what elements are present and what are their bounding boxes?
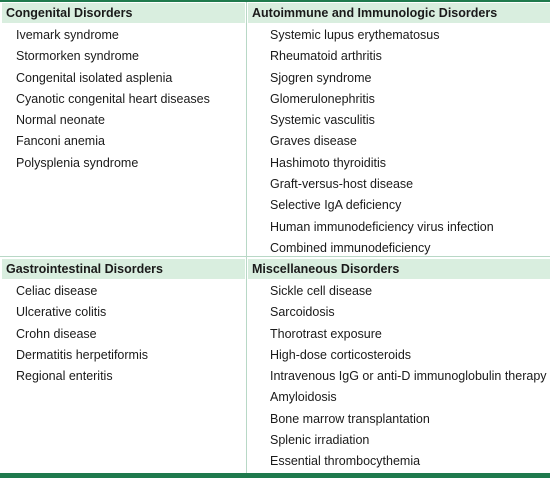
list-item: Dermatitis herpetiformis [16,347,148,362]
list-item: Sjogren syndrome [270,70,372,85]
list-item: Systemic lupus erythematosus [270,28,440,42]
list-item: Selective IgA deficiency [270,198,402,213]
section-header: Autoimmune and Immunologic Disorders [248,3,550,23]
list-item: Celiac disease [16,284,98,298]
list-item: Cyanotic congenital heart diseases [16,91,210,106]
list-item: Ulcerative colitis [16,305,107,320]
section-gastrointestinal-disorders [2,259,245,387]
list-item: Graves disease [270,134,357,149]
list-item: Fanconi anemia [16,134,105,149]
list-item: Essential thrombocythemia [270,454,421,469]
section-header: Congenital Disorders [2,3,245,23]
item-list [2,279,245,387]
list-item: Splenic irradiation [270,433,370,448]
list-item: Graft-versus-host disease [270,177,414,192]
item-list [248,23,550,259]
section-autoimmune-disorders [248,3,550,259]
list-item: Thorotrast exposure [270,326,382,341]
list-item: Polysplenia syndrome [16,155,139,170]
section-miscellaneous-disorders [248,259,550,473]
list-item: Regional enteritis [16,369,113,384]
list-item: Human immunodeficiency virus infection [270,219,494,234]
list-item: Hashimoto thyroiditis [270,155,387,170]
list-item: Stormorken syndrome [16,49,139,64]
list-item: Glomerulonephritis [270,91,375,106]
list-item: Intravenous IgG or anti-D immunoglobulin therapy [270,369,547,384]
list-item: Congenital isolated asplenia [16,70,173,85]
list-item: Sarcoidosis [270,305,335,320]
list-item: Normal neonate [16,113,105,128]
list-item: Systemic vasculitis [270,113,375,128]
list-item: Bone marrow transplantation [270,411,430,426]
table-top-rule [0,0,550,2]
list-item: Combined immunodeficiency [270,240,431,255]
list-item: Sickle cell disease [270,284,373,298]
list-item: High-dose corticosteroids [270,347,412,362]
list-item: Amyloidosis [270,390,337,405]
list-item: Crohn disease [16,326,97,341]
list-item: Ivemark syndrome [16,28,119,42]
table-bottom-rule [0,473,550,478]
section-header: Gastrointestinal Disorders [2,259,245,279]
item-list [2,23,245,174]
list-item: Rheumatoid arthritis [270,49,382,64]
column-divider [246,2,247,473]
section-header: Miscellaneous Disorders [248,259,550,279]
section-congenital-disorders [2,3,245,174]
item-list [248,279,550,473]
